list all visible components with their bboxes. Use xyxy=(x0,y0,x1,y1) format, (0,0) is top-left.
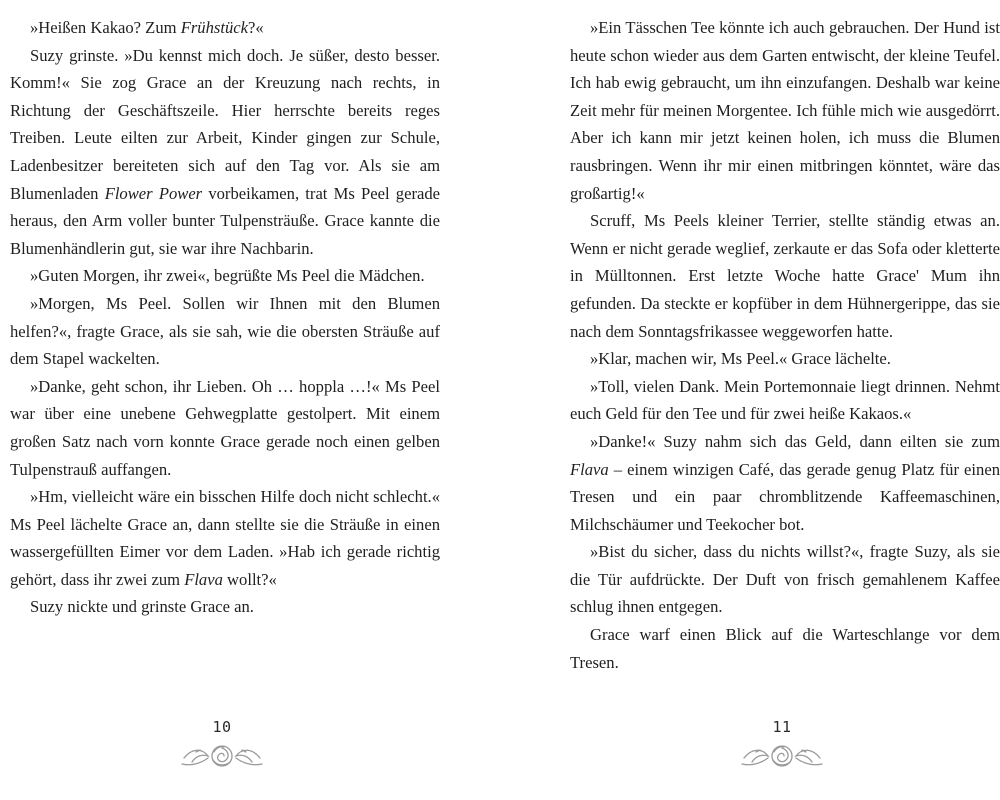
text-run: ?« xyxy=(247,18,264,37)
page-number: 11 xyxy=(772,718,792,736)
text-run: »Morgen, Ms Peel. Sollen wir Ihnen mit den Blumen helfen?«, fragte Grace, als sie sah, wie die obersten Sträuße auf dem Stapel wackelten. xyxy=(10,293,440,369)
text-run: Scruff, Ms Peels kleiner Terrier, stellte ständig etwas an. Wenn er nicht gerade weglief, zerkaute er das Sofa oder kletterte in Mülltonnen. Erst letzte Woche hatte Grace' Mum ihn gefunden. Da steckte er kopfüber in dem Hühnergerippe, das sie nach dem Sonntagsfrikassee weggeworfen hatte. xyxy=(570,211,1000,341)
paragraph xyxy=(570,538,1000,621)
text-run: wollt?« xyxy=(222,569,277,589)
paragraph xyxy=(10,290,440,373)
left-folio xyxy=(177,718,267,770)
emphasis-text: Frühstück xyxy=(180,18,248,37)
text-run: »Danke, geht schon, ihr Lieben. Oh … hoppla …!« Ms Peel war über eine unebene Gehwegplatte gestolpert. Mit einem großen Satz nach vorn konnte Grace gerade noch einen gelben Tulpenstrauß auffangen. xyxy=(10,376,440,479)
text-run: »Toll, vielen Dank. Mein Portemonnaie liegt drinnen. Nehmt euch Geld für den Tee und für zwei heiße Kakaos.« xyxy=(570,376,1000,424)
paragraph xyxy=(10,483,440,593)
paragraph xyxy=(570,373,1000,428)
right-folio xyxy=(737,718,827,770)
right-page xyxy=(570,14,1000,676)
emphasis-text: Flava xyxy=(184,569,223,589)
paragraph xyxy=(10,14,440,42)
page-number: 10 xyxy=(212,718,232,736)
rose-flourish-icon xyxy=(740,742,824,770)
paragraph xyxy=(570,428,1000,538)
left-page xyxy=(10,14,440,621)
text-run: »Klar, machen wir, Ms Peel.« Grace lächelte. xyxy=(590,349,891,369)
rose-flourish-icon xyxy=(180,742,264,770)
text-run: Suzy grinste. »Du kennst mich doch. Je süßer, desto besser. Komm!« Sie zog Grace an der Kreuzung nach rechts, in Richtung der Geschäftszeile. Hier herrschte bereits reges Treiben. Leute eilten zur Arbeit, Kinder gingen zur Schule, Ladenbesitzer bereiteten sich auf den Tag vor. Als sie am Blumenladen xyxy=(10,45,440,203)
paragraph xyxy=(570,14,1000,207)
paragraph xyxy=(570,621,1000,676)
emphasis-text: Flava xyxy=(570,459,609,479)
text-run: »Heißen Kakao? Zum xyxy=(30,18,181,37)
paragraph xyxy=(10,373,440,483)
text-run: »Ein Tässchen Tee könnte ich auch gebrauchen. Der Hund ist heute schon wieder aus dem Garten entwischt, der kleine Teufel. Ich hab ewig gebraucht, um ihn einzufangen. Deshalb war keine Zeit mehr für meinen Morgentee. Ich fühle mich wie ausgedörrt. Aber ich kann mir jetzt keinen holen, ich muss die Blumen rausbringen. Wenn ihr mir einen mitbringen könntet, wäre das großartig!« xyxy=(570,18,1000,203)
text-run: Suzy nickte und grinste Grace an. xyxy=(30,597,254,617)
paragraph xyxy=(10,262,440,290)
text-run: »Bist du sicher, dass du nichts willst?«, fragte Suzy, als sie die Tür aufdrückte. Der Duft von frisch gemahlenem Kaffee schlug ihnen entgegen. xyxy=(570,542,1000,617)
text-run: vorbeikamen, trat Ms Peel gerade heraus, den Arm voller bunter Tulpensträuße. Grace kannte die Blumenhändlerin gut, sie war ihre Nachbarin. xyxy=(10,183,440,258)
text-run: »Danke!« Suzy nahm sich das Geld, dann eilten sie zum xyxy=(590,431,1000,451)
text-run: »Guten Morgen, ihr zwei«, begrüßte Ms Peel die Mädchen. xyxy=(30,266,425,286)
text-run: – einem winzigen Café, das gerade genug Platz für einen Tresen und ein paar chromblitzende Kaffeemaschinen, Milchschäumer und Teekocher bot. xyxy=(570,459,1000,534)
paragraph xyxy=(10,42,440,263)
paragraph xyxy=(570,345,1000,373)
emphasis-text: Flower Power xyxy=(104,183,203,203)
text-run: Grace warf einen Blick auf die Warteschlange vor dem Tresen. xyxy=(570,625,1000,672)
paragraph xyxy=(10,593,440,621)
text-run: »Hm, vielleicht wäre ein bisschen Hilfe doch nicht schlecht.« Ms Peel lächelte Grace an, dann stellte sie die Sträuße in einen wassergefüllten Eimer vor dem Laden. »Hab ich gerade richtig gehört, dass ihr zwei zum xyxy=(10,487,440,589)
paragraph xyxy=(570,207,1000,345)
